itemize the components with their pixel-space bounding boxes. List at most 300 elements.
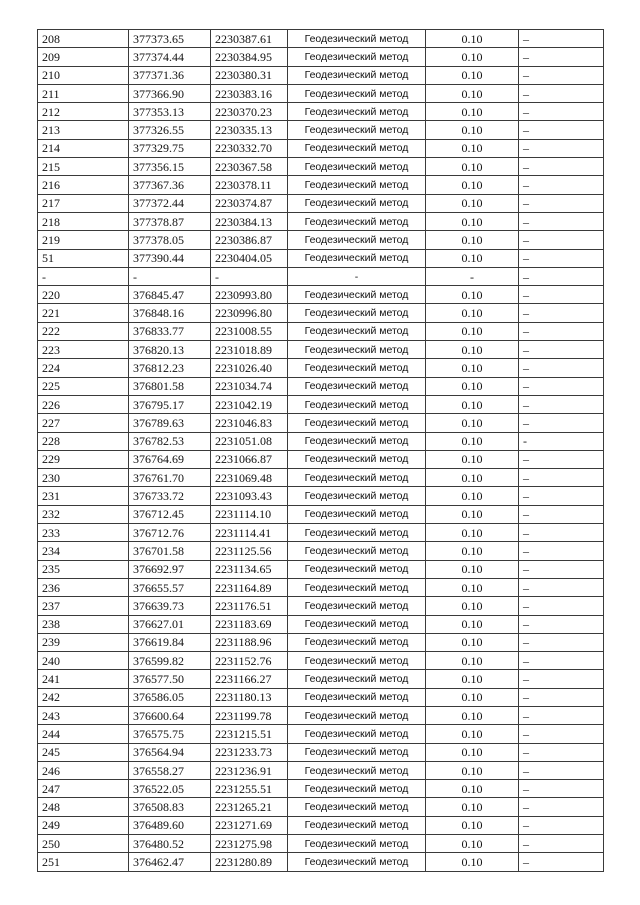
y-coordinate-cell: 2231051.08 [211,432,288,450]
point-number-cell: 240 [38,652,129,670]
accuracy-cell: 0.10 [426,835,519,853]
table-row [38,231,604,249]
method-cell: Геодезический метод [288,48,426,66]
y-coordinate-cell: 2231152.76 [211,652,288,670]
point-number-cell: 220 [38,286,129,304]
x-coordinate-cell: 376820.13 [129,341,211,359]
description-cell: – [519,505,604,523]
y-coordinate-cell: 2231280.89 [211,853,288,871]
method-cell: Геодезический метод [288,633,426,651]
accuracy-cell: 0.10 [426,560,519,578]
y-coordinate-cell: 2231046.83 [211,414,288,432]
point-number-cell: 216 [38,176,129,194]
y-coordinate-cell: 2231236.91 [211,761,288,779]
description-cell: – [519,780,604,798]
x-coordinate-cell: 376522.05 [129,780,211,798]
method-cell: Геодезический метод [288,249,426,267]
method-cell: Геодезический метод [288,615,426,633]
point-number-cell: - [38,267,129,285]
y-coordinate-cell: 2231069.48 [211,469,288,487]
x-coordinate-cell: 377366.90 [129,84,211,102]
x-coordinate-cell: 376733.72 [129,487,211,505]
point-number-cell: 223 [38,341,129,359]
point-number-cell: 235 [38,560,129,578]
description-cell: – [519,341,604,359]
point-number-cell: 212 [38,103,129,121]
x-coordinate-cell: 377371.36 [129,66,211,84]
y-coordinate-cell: 2231215.51 [211,725,288,743]
accuracy-cell: 0.10 [426,688,519,706]
accuracy-cell: 0.10 [426,121,519,139]
accuracy-cell: 0.10 [426,487,519,505]
method-cell: Геодезический метод [288,816,426,834]
x-coordinate-cell: 376764.69 [129,450,211,468]
table-row [38,542,604,560]
y-coordinate-cell: 2231255.51 [211,780,288,798]
y-coordinate-cell: 2230335.13 [211,121,288,139]
accuracy-cell: 0.10 [426,414,519,432]
x-coordinate-cell: 376489.60 [129,816,211,834]
method-cell: Геодезический метод [288,158,426,176]
table-row [38,798,604,816]
x-coordinate-cell: 376801.58 [129,377,211,395]
table-row [38,30,604,48]
method-cell: Геодезический метод [288,359,426,377]
table-row [38,450,604,468]
description-cell: – [519,194,604,212]
accuracy-cell: 0.10 [426,176,519,194]
accuracy-cell: 0.10 [426,780,519,798]
x-coordinate-cell: 376508.83 [129,798,211,816]
description-cell: – [519,231,604,249]
description-cell: – [519,835,604,853]
point-number-cell: 231 [38,487,129,505]
y-coordinate-cell: 2231180.13 [211,688,288,706]
method-cell: - [288,267,426,285]
accuracy-cell: 0.10 [426,194,519,212]
point-number-cell: 241 [38,670,129,688]
point-number-cell: 245 [38,743,129,761]
description-cell: – [519,761,604,779]
y-coordinate-cell: 2231066.87 [211,450,288,468]
table-row [38,176,604,194]
table-row [38,341,604,359]
accuracy-cell: 0.10 [426,322,519,340]
x-coordinate-cell: 377372.44 [129,194,211,212]
table-row [38,267,604,285]
description-cell: – [519,633,604,651]
table-row [38,505,604,523]
x-coordinate-cell: 376812.23 [129,359,211,377]
method-cell: Геодезический метод [288,176,426,194]
y-coordinate-cell: 2230386.87 [211,231,288,249]
y-coordinate-cell: 2231176.51 [211,597,288,615]
y-coordinate-cell: 2230374.87 [211,194,288,212]
method-cell: Геодезический метод [288,853,426,871]
x-coordinate-cell: 376564.94 [129,743,211,761]
table-row [38,615,604,633]
method-cell: Геодезический метод [288,505,426,523]
y-coordinate-cell: 2230384.95 [211,48,288,66]
description-cell: – [519,30,604,48]
point-number-cell: 214 [38,139,129,157]
method-cell: Геодезический метод [288,524,426,542]
accuracy-cell: 0.10 [426,30,519,48]
table-row [38,652,604,670]
y-coordinate-cell: 2230332.70 [211,139,288,157]
x-coordinate-cell: 376701.58 [129,542,211,560]
accuracy-cell: 0.10 [426,432,519,450]
x-coordinate-cell: 376577.50 [129,670,211,688]
method-cell: Геодезический метод [288,670,426,688]
accuracy-cell: 0.10 [426,304,519,322]
description-cell: – [519,103,604,121]
x-coordinate-cell: 376782.53 [129,432,211,450]
table-row [38,688,604,706]
method-cell: Геодезический метод [288,578,426,596]
x-coordinate-cell: 377373.65 [129,30,211,48]
point-number-cell: 233 [38,524,129,542]
table-row [38,578,604,596]
table-row [38,48,604,66]
accuracy-cell: 0.10 [426,670,519,688]
point-number-cell: 244 [38,725,129,743]
description-cell: – [519,139,604,157]
table-row [38,597,604,615]
x-coordinate-cell: 376655.57 [129,578,211,596]
accuracy-cell: 0.10 [426,66,519,84]
y-coordinate-cell: 2231042.19 [211,395,288,413]
description-cell: – [519,286,604,304]
accuracy-cell: 0.10 [426,158,519,176]
coordinates-table [37,29,604,872]
x-coordinate-cell: 377367.36 [129,176,211,194]
x-coordinate-cell: 376761.70 [129,469,211,487]
table-row [38,139,604,157]
y-coordinate-cell: 2230387.61 [211,30,288,48]
method-cell: Геодезический метод [288,212,426,230]
y-coordinate-cell: 2230383.16 [211,84,288,102]
point-number-cell: 222 [38,322,129,340]
point-number-cell: 251 [38,853,129,871]
point-number-cell: 227 [38,414,129,432]
table-row [38,725,604,743]
description-cell: – [519,816,604,834]
method-cell: Геодезический метод [288,487,426,505]
description-cell: – [519,322,604,340]
accuracy-cell: 0.10 [426,286,519,304]
point-number-cell: 210 [38,66,129,84]
accuracy-cell: 0.10 [426,395,519,413]
point-number-cell: 249 [38,816,129,834]
y-coordinate-cell: - [211,267,288,285]
y-coordinate-cell: 2231166.27 [211,670,288,688]
method-cell: Геодезический метод [288,432,426,450]
y-coordinate-cell: 2231125.56 [211,542,288,560]
method-cell: Геодезический метод [288,121,426,139]
x-coordinate-cell: 376712.45 [129,505,211,523]
point-number-cell: 239 [38,633,129,651]
description-cell: - [519,432,604,450]
x-coordinate-cell: 377390.44 [129,249,211,267]
method-cell: Геодезический метод [288,780,426,798]
accuracy-cell: 0.10 [426,84,519,102]
table-row [38,706,604,724]
method-cell: Геодезический метод [288,798,426,816]
y-coordinate-cell: 2231026.40 [211,359,288,377]
point-number-cell: 230 [38,469,129,487]
x-coordinate-cell: 376833.77 [129,322,211,340]
method-cell: Геодезический метод [288,414,426,432]
point-number-cell: 209 [38,48,129,66]
x-coordinate-cell: 377378.05 [129,231,211,249]
table-row [38,633,604,651]
point-number-cell: 217 [38,194,129,212]
method-cell: Геодезический метод [288,542,426,560]
description-cell: – [519,670,604,688]
table-row [38,158,604,176]
description-cell: – [519,706,604,724]
point-number-cell: 51 [38,249,129,267]
x-coordinate-cell: - [129,267,211,285]
point-number-cell: 208 [38,30,129,48]
description-cell: – [519,249,604,267]
y-coordinate-cell: 2231114.10 [211,505,288,523]
description-cell: – [519,176,604,194]
description-cell: – [519,597,604,615]
table-row [38,212,604,230]
description-cell: – [519,304,604,322]
table-row [38,816,604,834]
x-coordinate-cell: 376462.47 [129,853,211,871]
description-cell: – [519,414,604,432]
table-row [38,670,604,688]
accuracy-cell: 0.10 [426,706,519,724]
table-row [38,414,604,432]
y-coordinate-cell: 2231188.96 [211,633,288,651]
table-row [38,761,604,779]
accuracy-cell: 0.10 [426,139,519,157]
x-coordinate-cell: 376627.01 [129,615,211,633]
point-number-cell: 242 [38,688,129,706]
accuracy-cell: 0.10 [426,212,519,230]
y-coordinate-cell: 2230378.11 [211,176,288,194]
y-coordinate-cell: 2231199.78 [211,706,288,724]
description-cell: – [519,743,604,761]
method-cell: Геодезический метод [288,688,426,706]
y-coordinate-cell: 2231271.69 [211,816,288,834]
y-coordinate-cell: 2230404.05 [211,249,288,267]
accuracy-cell: 0.10 [426,359,519,377]
accuracy-cell: 0.10 [426,542,519,560]
point-number-cell: 213 [38,121,129,139]
description-cell: – [519,524,604,542]
method-cell: Геодезический метод [288,597,426,615]
description-cell: – [519,48,604,66]
y-coordinate-cell: 2231233.73 [211,743,288,761]
table-row [38,432,604,450]
point-number-cell: 246 [38,761,129,779]
accuracy-cell: 0.10 [426,377,519,395]
x-coordinate-cell: 377353.13 [129,103,211,121]
x-coordinate-cell: 377374.44 [129,48,211,66]
description-cell: – [519,688,604,706]
y-coordinate-cell: 2231183.69 [211,615,288,633]
point-number-cell: 215 [38,158,129,176]
table-row [38,249,604,267]
method-cell: Геодезический метод [288,30,426,48]
point-number-cell: 238 [38,615,129,633]
table-body [38,30,604,872]
point-number-cell: 243 [38,706,129,724]
x-coordinate-cell: 377378.87 [129,212,211,230]
method-cell: Геодезический метод [288,725,426,743]
description-cell: – [519,359,604,377]
method-cell: Геодезический метод [288,304,426,322]
accuracy-cell: 0.10 [426,505,519,523]
x-coordinate-cell: 376558.27 [129,761,211,779]
accuracy-cell: 0.10 [426,450,519,468]
method-cell: Геодезический метод [288,231,426,249]
y-coordinate-cell: 2231034.74 [211,377,288,395]
method-cell: Геодезический метод [288,377,426,395]
y-coordinate-cell: 2230996.80 [211,304,288,322]
description-cell: – [519,853,604,871]
point-number-cell: 218 [38,212,129,230]
description-cell: – [519,578,604,596]
table-row [38,84,604,102]
accuracy-cell: 0.10 [426,615,519,633]
x-coordinate-cell: 376599.82 [129,652,211,670]
x-coordinate-cell: 376639.73 [129,597,211,615]
description-cell: – [519,450,604,468]
description-cell: – [519,469,604,487]
point-number-cell: 232 [38,505,129,523]
x-coordinate-cell: 376848.16 [129,304,211,322]
accuracy-cell: 0.10 [426,524,519,542]
table-row [38,359,604,377]
description-cell: – [519,798,604,816]
table-row [38,835,604,853]
y-coordinate-cell: 2230370.23 [211,103,288,121]
description-cell: – [519,652,604,670]
y-coordinate-cell: 2230380.31 [211,66,288,84]
accuracy-cell: 0.10 [426,341,519,359]
accuracy-cell: 0.10 [426,469,519,487]
x-coordinate-cell: 376480.52 [129,835,211,853]
method-cell: Геодезический метод [288,652,426,670]
x-coordinate-cell: 376795.17 [129,395,211,413]
y-coordinate-cell: 2231164.89 [211,578,288,596]
description-cell: – [519,84,604,102]
table-row [38,121,604,139]
point-number-cell: 236 [38,578,129,596]
x-coordinate-cell: 376586.05 [129,688,211,706]
table-row [38,194,604,212]
description-cell: – [519,560,604,578]
y-coordinate-cell: 2231018.89 [211,341,288,359]
description-cell: – [519,615,604,633]
y-coordinate-cell: 2230367.58 [211,158,288,176]
x-coordinate-cell: 377326.55 [129,121,211,139]
method-cell: Геодезический метод [288,469,426,487]
description-cell: – [519,542,604,560]
table-row [38,853,604,871]
accuracy-cell: 0.10 [426,743,519,761]
accuracy-cell: 0.10 [426,633,519,651]
description-cell: – [519,487,604,505]
description-cell: – [519,377,604,395]
accuracy-cell: 0.10 [426,231,519,249]
point-number-cell: 211 [38,84,129,102]
y-coordinate-cell: 2231265.21 [211,798,288,816]
accuracy-cell: 0.10 [426,652,519,670]
description-cell: – [519,66,604,84]
method-cell: Геодезический метод [288,835,426,853]
method-cell: Геодезический метод [288,743,426,761]
method-cell: Геодезический метод [288,84,426,102]
y-coordinate-cell: 2230384.13 [211,212,288,230]
x-coordinate-cell: 377356.15 [129,158,211,176]
x-coordinate-cell: 376845.47 [129,286,211,304]
method-cell: Геодезический метод [288,322,426,340]
table-row [38,103,604,121]
accuracy-cell: - [426,267,519,285]
accuracy-cell: 0.10 [426,103,519,121]
x-coordinate-cell: 376692.97 [129,560,211,578]
table-row [38,560,604,578]
method-cell: Геодезический метод [288,450,426,468]
method-cell: Геодезический метод [288,286,426,304]
method-cell: Геодезический метод [288,761,426,779]
table-row [38,743,604,761]
description-cell: – [519,395,604,413]
point-number-cell: 250 [38,835,129,853]
point-number-cell: 228 [38,432,129,450]
x-coordinate-cell: 376789.63 [129,414,211,432]
point-number-cell: 229 [38,450,129,468]
table-row [38,304,604,322]
y-coordinate-cell: 2231134.65 [211,560,288,578]
table-row [38,524,604,542]
point-number-cell: 221 [38,304,129,322]
point-number-cell: 225 [38,377,129,395]
accuracy-cell: 0.10 [426,761,519,779]
table-row [38,322,604,340]
method-cell: Геодезический метод [288,706,426,724]
y-coordinate-cell: 2231114.41 [211,524,288,542]
accuracy-cell: 0.10 [426,48,519,66]
accuracy-cell: 0.10 [426,725,519,743]
table-row [38,66,604,84]
point-number-cell: 224 [38,359,129,377]
accuracy-cell: 0.10 [426,853,519,871]
description-cell: – [519,158,604,176]
description-cell: – [519,267,604,285]
point-number-cell: 237 [38,597,129,615]
y-coordinate-cell: 2231093.43 [211,487,288,505]
x-coordinate-cell: 376600.64 [129,706,211,724]
method-cell: Геодезический метод [288,560,426,578]
point-number-cell: 219 [38,231,129,249]
method-cell: Геодезический метод [288,66,426,84]
method-cell: Геодезический метод [288,395,426,413]
y-coordinate-cell: 2231275.98 [211,835,288,853]
table-row [38,286,604,304]
description-cell: – [519,121,604,139]
description-cell: – [519,725,604,743]
table-row [38,469,604,487]
